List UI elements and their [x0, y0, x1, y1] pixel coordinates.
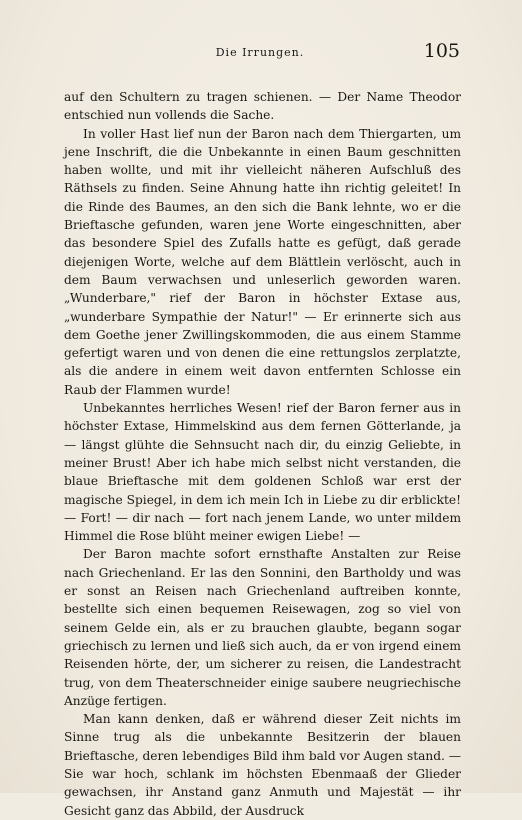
paragraph-continued: auf den Schultern zu tragen schienen. — Der Name Theodor entschied nun vollends die Sache. — [64, 90, 461, 123]
paragraph: In voller Hast lief nun der Baron nach dem Thiergarten, um jene Inschrift, die die Unbekannte in einen Baum geschnitten haben wollte, und mit ihr vielleicht näheren Aufschluß des Räthsels zu finden. Seine Ahnung hatte ihn richtig geleitet! In die Rinde des Baumes, an den sich die Bank lehnte, wo er die Brieftasche gefunden, waren jene Worte eingeschnitten, aber das besondere Spiel des Zufalls hatte es gefügt, daß gerade diejenigen Worte, welche auf dem Blättlein verlöscht, auch in dem Baum verwachsen und unleserlich geworden waren. „Wunderbare," rief der Baron in höchster Extase aus, „wunderbare Sympathie der Natur!" — Er erinnerte sich aus dem Goethe jener Zwillingskommoden, die aus einem Stamme gefertigt waren und von denen die eine rettungslos zerplatzte, als die andere in einem weit davon entfernten Schlosse ein Raub der Flammen wurde! — [64, 126, 461, 397]
running-head — [60, 42, 460, 66]
paragraph: Der Baron machte sofort ernsthafte Anstalten zur Reise nach Griechenland. Er las den Sonnini, den Bartholdy und was er sonst an Reisen nach Griechenland auftreiben konnte, bestellte sich einen bequemen Reisewagen, zog so viel von seinem Gelde ein, als er zu brauchen glaubte, begann sogar griechisch zu lernen und ließ sich auch, da er von irgend einem Reisenden hörte, der, um sicherer zu reisen, die Landestracht trug, von dem Theaterschneider einige saubere neugriechische Anzüge fertigen. — [64, 547, 461, 708]
body-text — [64, 88, 461, 820]
paragraph: Man kann denken, daß er während dieser Zeit nichts im Sinne trug als die unbekannte Besitzerin der blauen Brieftasche, deren lebendiges Bild ihm bald vor Augen stand. — Sie war hoch, schlank im höchsten Ebenmaaß der Glieder gewachsen, ihr Anstand ganz Anmuth und Majestät — ihr Gesicht ganz das Abbild, der Ausdruck — [64, 712, 461, 818]
page-number: 105 — [423, 40, 460, 62]
paragraph: Unbekanntes herrliches Wesen! rief der Baron ferner aus in höchster Extase, Himmelskind aus dem fernen Götterlande, ja — längst glühte die Sehnsucht nach dir, du einzig Geliebte, in meiner Brust! Aber ich habe mich selbst nicht verstanden, die blaue Brieftasche mit dem goldenen Schloß war erst der magische Spiegel, in dem ich mein Ich in Liebe zu dir erblickte! — Fort! — dir nach — fort nach jenem Lande, wo unter mildem Himmel die Rose blüht meiner ewigen Liebe! — — [64, 401, 461, 544]
running-title: Die Irrungen. — [215, 46, 305, 59]
